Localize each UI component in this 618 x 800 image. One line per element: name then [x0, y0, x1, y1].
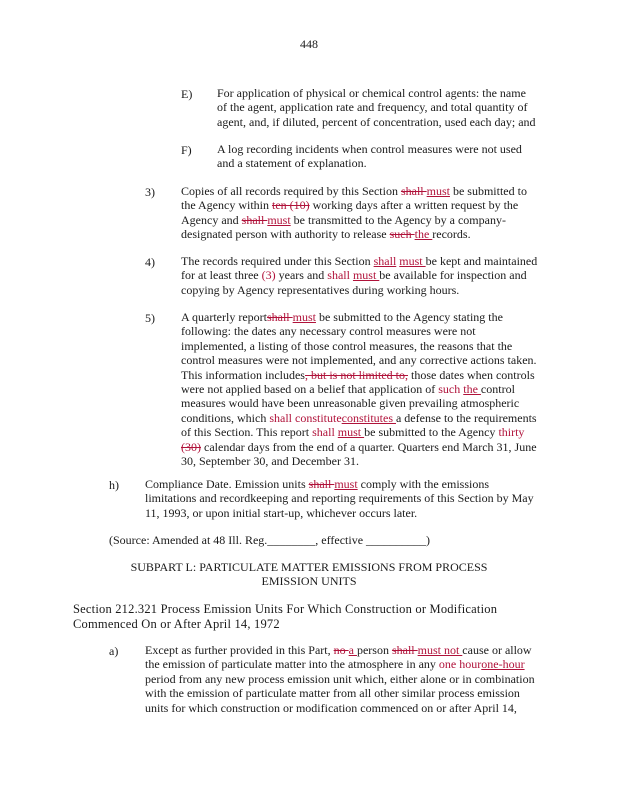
- inserted-text: constitutes: [341, 410, 396, 425]
- item-4-line: The records required under this Section shall must be kept and maintained: [181, 254, 538, 268]
- item-f-label: F): [181, 143, 192, 157]
- item-5-line: A quarterly reportshall must be submitted to the Agency stating the: [181, 310, 503, 324]
- item-f-line: and a statement of explanation.: [217, 156, 367, 171]
- inserted-text: must: [337, 425, 365, 440]
- item-f-text: [217, 142, 522, 171]
- item-4-line: for at least three (3) years and shall must be available for inspection and: [181, 268, 527, 283]
- amended-text: (3): [261, 268, 276, 283]
- item-e-label: E): [181, 87, 193, 101]
- subpart-heading-line: SUBPART L: PARTICULATE MATTER EMISSIONS FROM PROCESS: [130, 560, 488, 574]
- item-3-line: Copies of all records required by this Section shall must be submitted to: [181, 184, 527, 198]
- deleted-text: shall: [400, 184, 427, 198]
- item-a-line: units for which construction or modification commenced on or after April 14,: [145, 700, 517, 715]
- item-4-text: [181, 254, 537, 297]
- deleted-text: shall: [391, 643, 418, 657]
- item-5-line: were not applied based on a belief that application of such the control: [181, 381, 515, 396]
- item-h-text: [145, 477, 534, 520]
- item-5-line: 30, September 30, and December 31.: [181, 453, 359, 468]
- item-h-line: limitations and recordkeeping and reporting requirements of this Section by May: [145, 491, 534, 506]
- item-f-line: A log recording incidents when control measures were not used: [217, 142, 522, 156]
- inserted-text: must: [292, 310, 316, 324]
- inserted-text: must: [426, 184, 450, 198]
- item-h-line: Compliance Date. Emission units shall must comply with the emissions: [145, 477, 489, 491]
- item-3-line: designated person with authority to release such the records.: [181, 227, 471, 242]
- item-5-line: This information includes, but is not limited to, those dates when controls: [181, 367, 535, 382]
- item-5-line: measures would have been unreasonable given prevailing atmospheric: [181, 396, 520, 411]
- item-5-line: control measures were not implemented, and any corrective actions taken.: [181, 353, 537, 368]
- item-a-text: [145, 643, 535, 715]
- item-e-text: [217, 86, 536, 129]
- amended-text: shall: [312, 425, 335, 440]
- amended-text: shall: [327, 268, 350, 283]
- item-5-line: of this Section. This report shall must be submitted to the Agency thirty: [181, 425, 525, 440]
- item-3-line: the Agency within ten (10) working days after a written request by the: [181, 198, 519, 213]
- item-5-line: (30) calendar days from the end of a quarter. Quarters end March 31, June: [181, 439, 537, 454]
- item-h-label: h): [109, 478, 119, 492]
- item-5-line: implemented, a listing of those control measures, the reasons that the: [181, 338, 513, 353]
- inserted-text: must: [352, 268, 380, 283]
- item-5-text: [181, 310, 537, 468]
- deleted-text: such: [389, 227, 415, 242]
- item-e-line: agent, and, if diluted, percent of concentration, used each day; and: [217, 114, 536, 129]
- deleted-text: (30): [181, 439, 201, 454]
- item-5-line: following: the dates any necessary control measures were not: [181, 324, 476, 339]
- item-4-label: 4): [145, 255, 155, 269]
- item-4-line: copying by Agency representatives during working hours.: [181, 282, 460, 297]
- item-3-text: [181, 184, 527, 242]
- item-5-line: conditions, which shall constituteconstitutes a defense to the requirements: [181, 410, 537, 425]
- item-5-label: 5): [145, 311, 155, 325]
- deleted-text: shall: [241, 212, 268, 227]
- item-e-line: of the agent, application rate and frequency, and total quantity of: [217, 100, 528, 115]
- inserted-text: the: [463, 381, 481, 396]
- deleted-text: shall: [266, 310, 293, 324]
- inserted-text: a: [348, 643, 357, 657]
- amended-text: one hour: [438, 657, 482, 672]
- section-heading: [73, 602, 497, 632]
- item-h-line: 11, 1993, or upon initial start-up, whichever occurs later.: [145, 505, 418, 520]
- deleted-text: , but is not limited to,: [304, 367, 408, 382]
- item-3-line: Agency and shall must be transmitted to the Agency by a company-: [181, 212, 506, 227]
- inserted-text: the: [414, 227, 433, 242]
- amended-text: such: [438, 381, 461, 396]
- inserted-text: must not: [417, 643, 463, 657]
- amended-text: thirty: [498, 425, 525, 440]
- inserted-text: one-hour: [481, 657, 525, 672]
- subpart-heading: [0, 560, 618, 589]
- inserted-text: must: [267, 212, 291, 227]
- item-3-label: 3): [145, 185, 155, 199]
- item-a-line: period from any new process emission unit which, either alone or in combination: [145, 671, 535, 686]
- page-number: 448: [300, 37, 318, 51]
- amended-text: shall constitute: [269, 410, 342, 425]
- item-e-line: For application of physical or chemical control agents: the name: [217, 86, 526, 100]
- inserted-text: must: [399, 254, 426, 268]
- deleted-text: ten (10): [271, 198, 310, 213]
- section-heading-line: Commenced On or After April 14, 1972: [73, 617, 280, 631]
- section-heading-line: Section 212.321 Process Emission Units For Which Construction or Modification: [73, 602, 498, 616]
- source-note: (Source: Amended at 48 Ill. Reg.________, effective __________): [109, 533, 431, 547]
- item-a-line: the emission of particulate matter into the atmosphere in any one hourone-hour: [145, 657, 525, 672]
- deleted-text: shall: [308, 477, 335, 491]
- inserted-text: shall: [373, 254, 397, 268]
- inserted-text: must: [334, 477, 358, 491]
- deleted-text: no: [333, 643, 349, 657]
- item-a-line: Except as further provided in this Part, no a person shall must not cause or allow: [145, 643, 532, 657]
- item-a-label: a): [109, 644, 119, 658]
- subpart-heading-line: EMISSION UNITS: [261, 574, 357, 589]
- item-a-line: with the emission of particulate matter from all other similar process emission: [145, 686, 520, 701]
